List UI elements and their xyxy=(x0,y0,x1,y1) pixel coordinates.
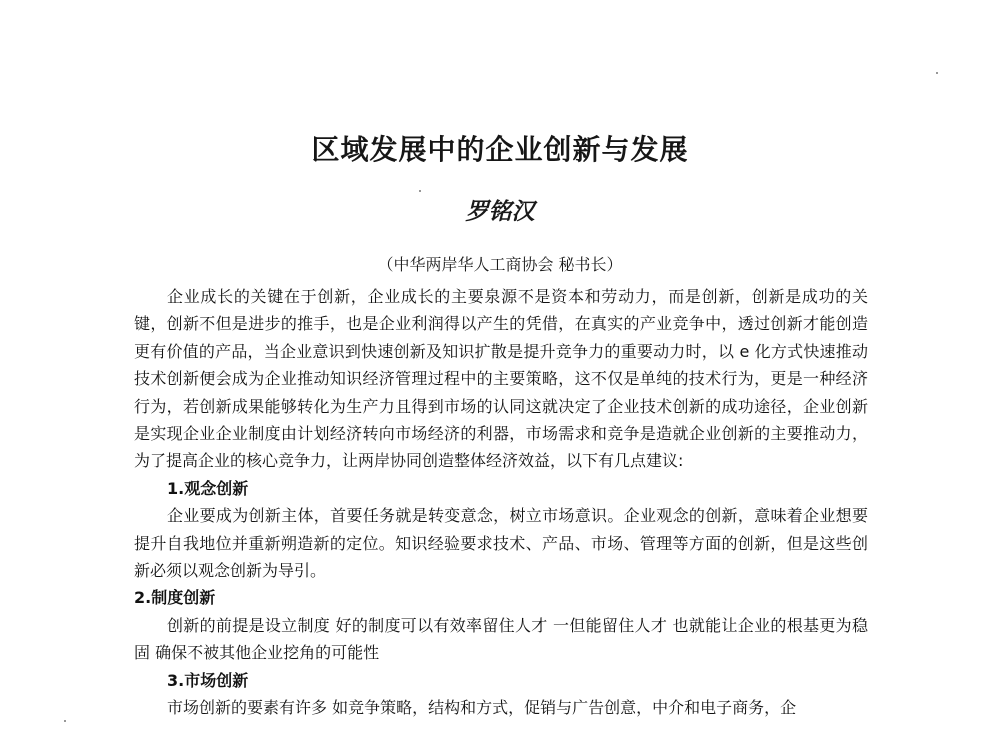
section-heading: 1.观念创新 xyxy=(167,478,249,498)
section-heading: 3.市场创新 xyxy=(167,670,249,690)
section-paragraph: 市场创新的要素有许多 如竞争策略，结构和方式，促销与广告创意，中介和电子商务，企 xyxy=(167,698,797,718)
section-heading: 2.制度创新 xyxy=(134,588,216,608)
author-name: 罗铭汉 xyxy=(465,198,535,225)
intro-paragraph: 企业成长的关键在于创新，企业成长的主要泉源不是资本和劳动力，而是创新，创新是成功的关键，创新不但是进步的推手，也是企业利润得以产生的凭借，在真实的产业竞争中，透过创新才能创造更有价值的产品，当企业意识到快速创新及知识扩散是提升竞争力的重要动力时，以 e 化方式快速推动技术创新便会成为企业推动知识经济管理过程中的主要策略，这不仅是单纯的技术行为，更是一种经济行为，若创新成果能够转化为生产力且得到市场的认同这就决定了企业技术创新的成功途径，企业创新是实现企业企业制度由计划经济转向市场经济的利器，市场需求和竞争是造就企业创新的主要推动力，为了提高企业的核心竞争力，让两岸协同创造整体经济效益，以下有几点建议: xyxy=(134,287,868,471)
section-paragraph: 创新的前提是设立制度 好的制度可以有效率留住人才 一但能留住人才 也就能让企业的根基更为稳固 确保不被其他企业挖角的可能性 xyxy=(134,615,868,663)
article-body xyxy=(134,283,868,722)
section-paragraph: 企业要成为创新主体，首要任务就是转变意念，树立市场意识。企业观念的创新，意味着企业想要提升自我地位并重新朔造新的定位。知识经验要求技术、产品、市场、管理等方面的创新，但是这些创新必须以观念创新为导引。 xyxy=(134,506,868,581)
scan-speck xyxy=(419,190,421,192)
scan-speck xyxy=(64,720,66,722)
author-affiliation: （中华两岸华人工商协会 秘书长） xyxy=(377,255,623,274)
scan-speck xyxy=(936,72,938,74)
article-title: 区域发展中的企业创新与发展 xyxy=(311,133,689,166)
